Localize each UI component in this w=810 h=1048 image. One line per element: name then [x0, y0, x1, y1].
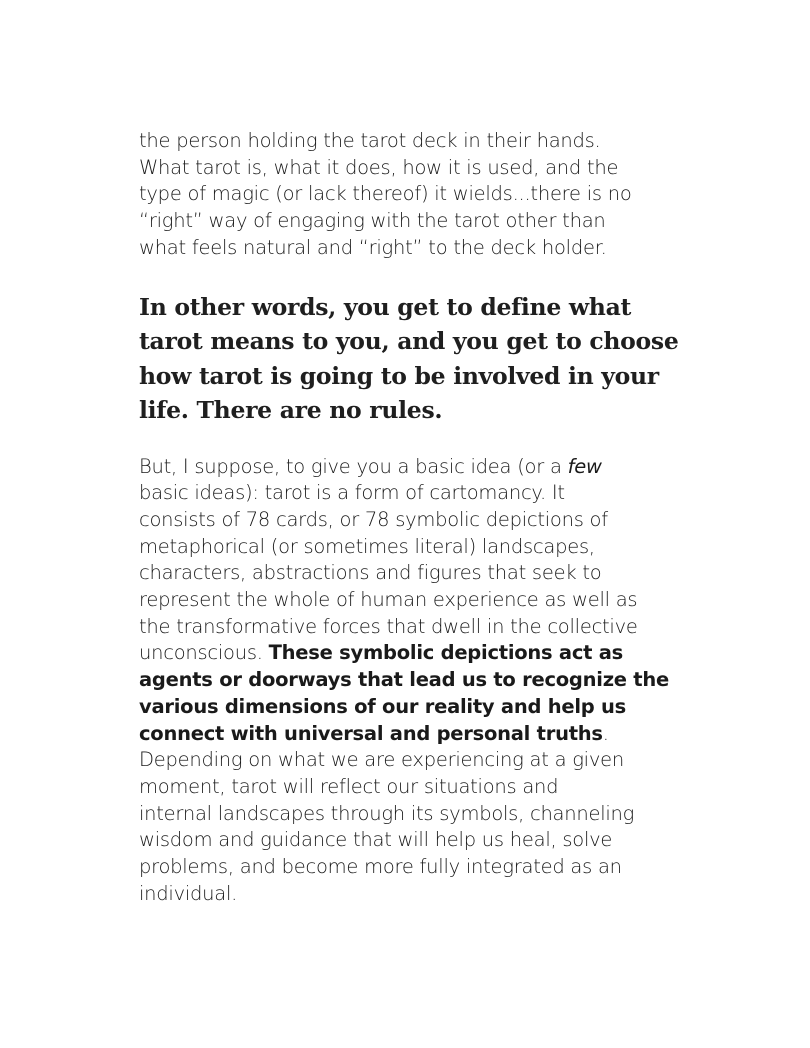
pull-quote-line: life. There are no rules.	[139, 396, 443, 425]
bold-line: various dimensions of our reality and help us	[139, 694, 626, 718]
body-paragraph	[139, 454, 669, 908]
paragraph-line: “right” way of engaging with the tarot other than	[139, 209, 606, 233]
paragraph-line	[139, 640, 649, 667]
paragraph-line: what feels natural and “right” to the deck holder.	[139, 235, 607, 259]
bold-line: agents or doorways that lead us to recognize the	[139, 668, 669, 692]
document-page	[139, 128, 679, 907]
emphasis-text: few	[567, 454, 602, 478]
paragraph-line: What tarot is, what it does, how it is used, and the	[139, 155, 619, 179]
paragraph-line: type of magic (or lack thereof) it wields...there is no	[139, 182, 632, 206]
paragraph-line: wisdom and guidance that will help us heal, solve	[139, 828, 613, 852]
intro-paragraph	[139, 128, 649, 262]
paragraph-line	[139, 454, 649, 481]
paragraph-line: characters, abstractions and figures that seek to	[139, 561, 602, 585]
paragraph-line: moment, tarot will reflect our situations and	[139, 774, 559, 798]
bold-text: connect with universal and personal truths	[139, 721, 603, 745]
line-text: unconscious.	[139, 641, 269, 665]
line-text: But, I suppose, to give you a basic idea (or a	[139, 454, 568, 478]
paragraph-line: consists of 78 cards, or 78 symbolic depictions of	[139, 507, 608, 531]
paragraph-line: Depending on what we are experiencing at a given	[139, 748, 624, 772]
pull-quote	[139, 290, 679, 428]
paragraph-line: basic ideas): tarot is a form of cartomancy. It	[139, 481, 565, 505]
paragraph-line: the person holding the tarot deck in their hands.	[139, 129, 601, 152]
paragraph-line: problems, and become more fully integrated as an	[139, 855, 622, 879]
paragraph-line: metaphorical (or sometimes literal) landscapes,	[139, 534, 595, 558]
pull-quote-line: how tarot is going to be involved in your	[139, 361, 659, 390]
paragraph-line: represent the whole of human experience as well as	[139, 588, 638, 612]
pull-quote-line: tarot means to you, and you get to choose	[139, 327, 679, 356]
paragraph-line: the transformative forces that dwell in the collective	[139, 614, 638, 638]
pull-quote-line: In other words, you get to define what	[139, 292, 632, 321]
bold-text: These symbolic depictions act as	[268, 641, 624, 665]
paragraph-line: individual.	[139, 881, 238, 905]
paragraph-line	[139, 721, 649, 748]
line-text: .	[602, 721, 609, 745]
paragraph-line: internal landscapes through its symbols, channeling	[139, 801, 635, 825]
